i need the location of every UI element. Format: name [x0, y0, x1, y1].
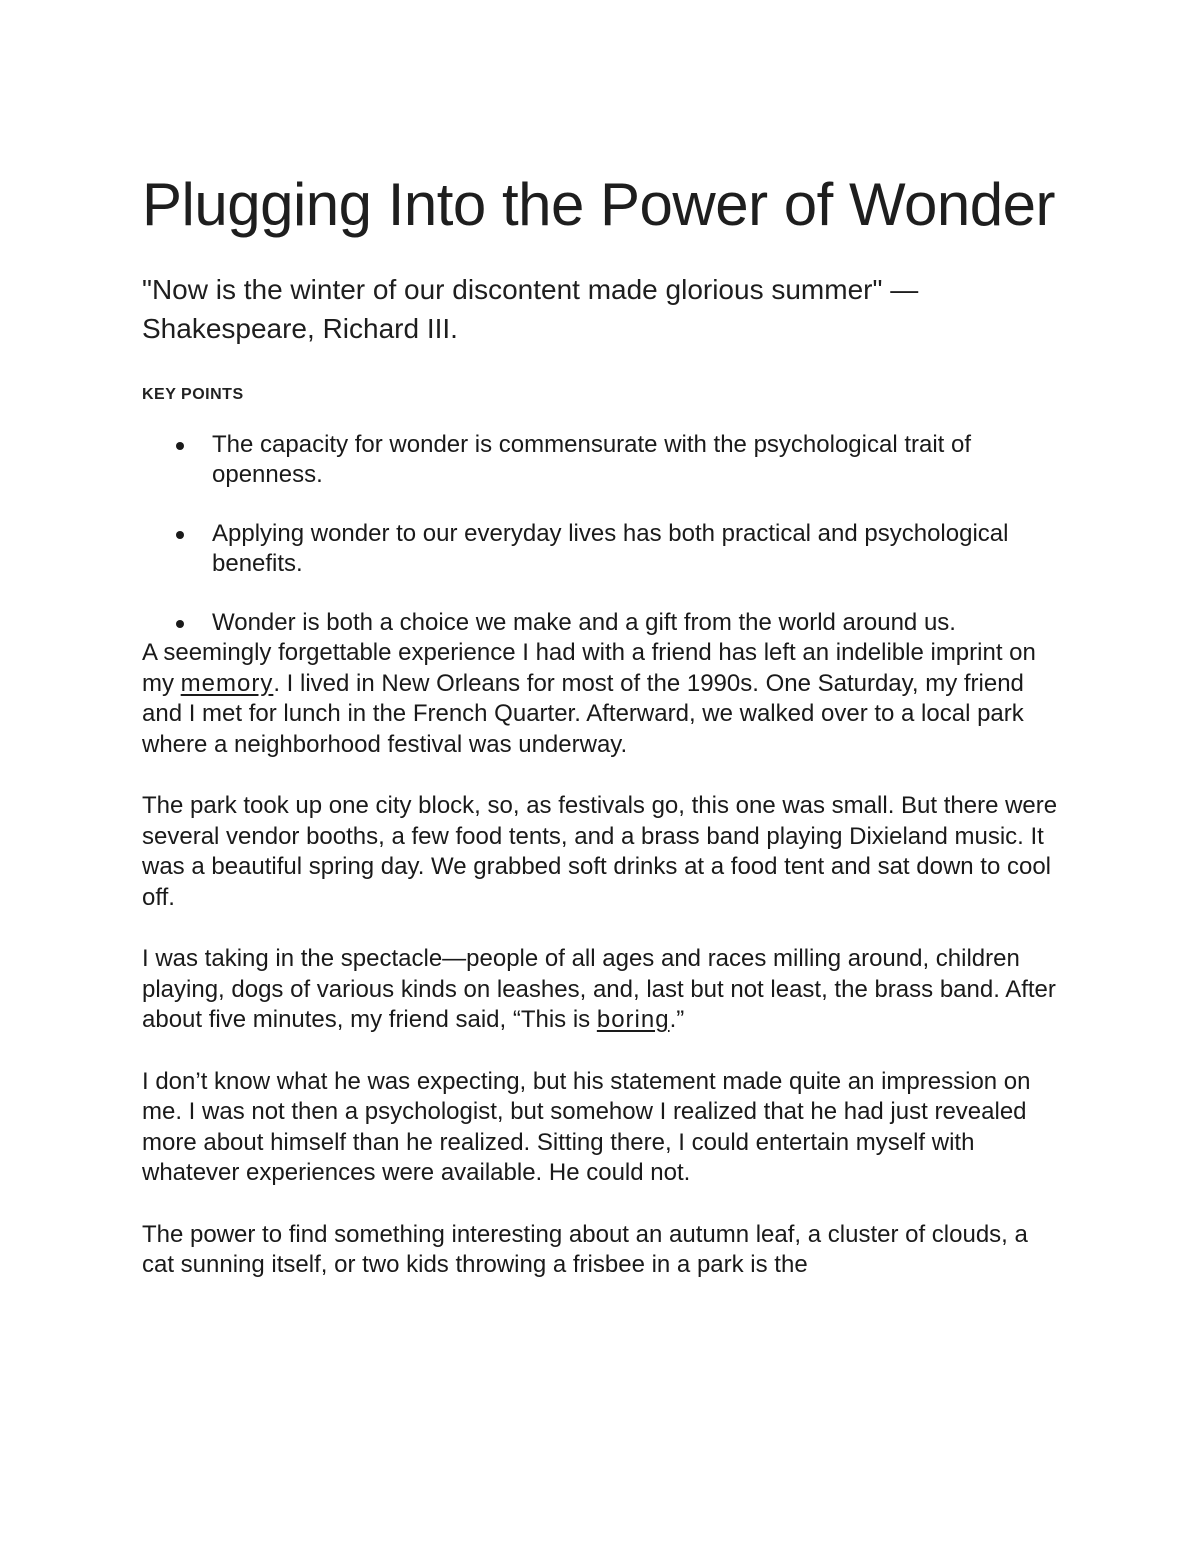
document-page — [142, 170, 1072, 1312]
key-points-heading: KEY POINTS — [142, 386, 244, 403]
key-point-text: Applying wonder to our everyday lives has both practical and psychological benefits. — [212, 520, 1009, 577]
body-paragraph-5: The power to find something interesting about an autumn leaf, a cluster of clouds, a cat sunning itself, or two kids throwing a frisbee in a park is the — [142, 1220, 1028, 1278]
key-point-text: The capacity for wonder is commensurate with the psychological trait of openness. — [212, 431, 972, 488]
paragraph-text: I was taking in the spectacle—people of all ages and races milling around, children playing, dogs of various kinds on leashes, and, last but not least, the brass band. After about five minutes, my friend said, “This is — [142, 945, 1056, 1033]
bullet-icon — [176, 442, 184, 450]
body-paragraph-4: I don’t know what he was expecting, but his statement made quite an impression on me. I was not then a psychologist, but somehow I realized that he had just revealed more about himself than he realized. Sitting there, I could entertain myself with whatever experiences were available. He could not. — [142, 1067, 1031, 1186]
body-paragraph-2: The park took up one city block, so, as festivals go, this one was small. But there were several vendor booths, a few food tents, and a brass band playing Dixieland music. It was a beautiful spring day. We grabbed soft drinks at a food tent and sat down to cool off. — [142, 792, 1058, 911]
body-paragraph-3 — [142, 944, 1062, 1036]
key-point-item — [142, 608, 1072, 638]
epigraph-quote: "Now is the winter of our discontent made glorious summer" — Shakespeare, Richard III. — [142, 274, 919, 344]
key-point-item — [142, 519, 1072, 579]
paragraph-text: .” — [669, 1006, 685, 1033]
key-point-item — [142, 430, 1072, 490]
body-paragraph-1 — [142, 638, 1062, 760]
bullet-icon — [176, 620, 184, 628]
key-points-list — [142, 430, 1072, 638]
paragraph-text: A seemingly forgettable experience I had with a friend has left an indelible imprint on my — [142, 639, 1036, 697]
article-title: Plugging Into the Power of Wonder — [142, 171, 1055, 238]
boring-link[interactable]: boring — [596, 1006, 670, 1033]
memory-link[interactable]: memory — [180, 669, 274, 697]
paragraph-text: . I lived in New Orleans for most of the 1990s. One Saturday, my friend and I met for lunch in the French Quarter. Afterward, we walked over to a local park where a neighborhood festival was underway. — [142, 669, 1024, 758]
key-point-text: Wonder is both a choice we make and a gift from the world around us. — [212, 609, 956, 636]
bullet-icon — [176, 531, 184, 539]
